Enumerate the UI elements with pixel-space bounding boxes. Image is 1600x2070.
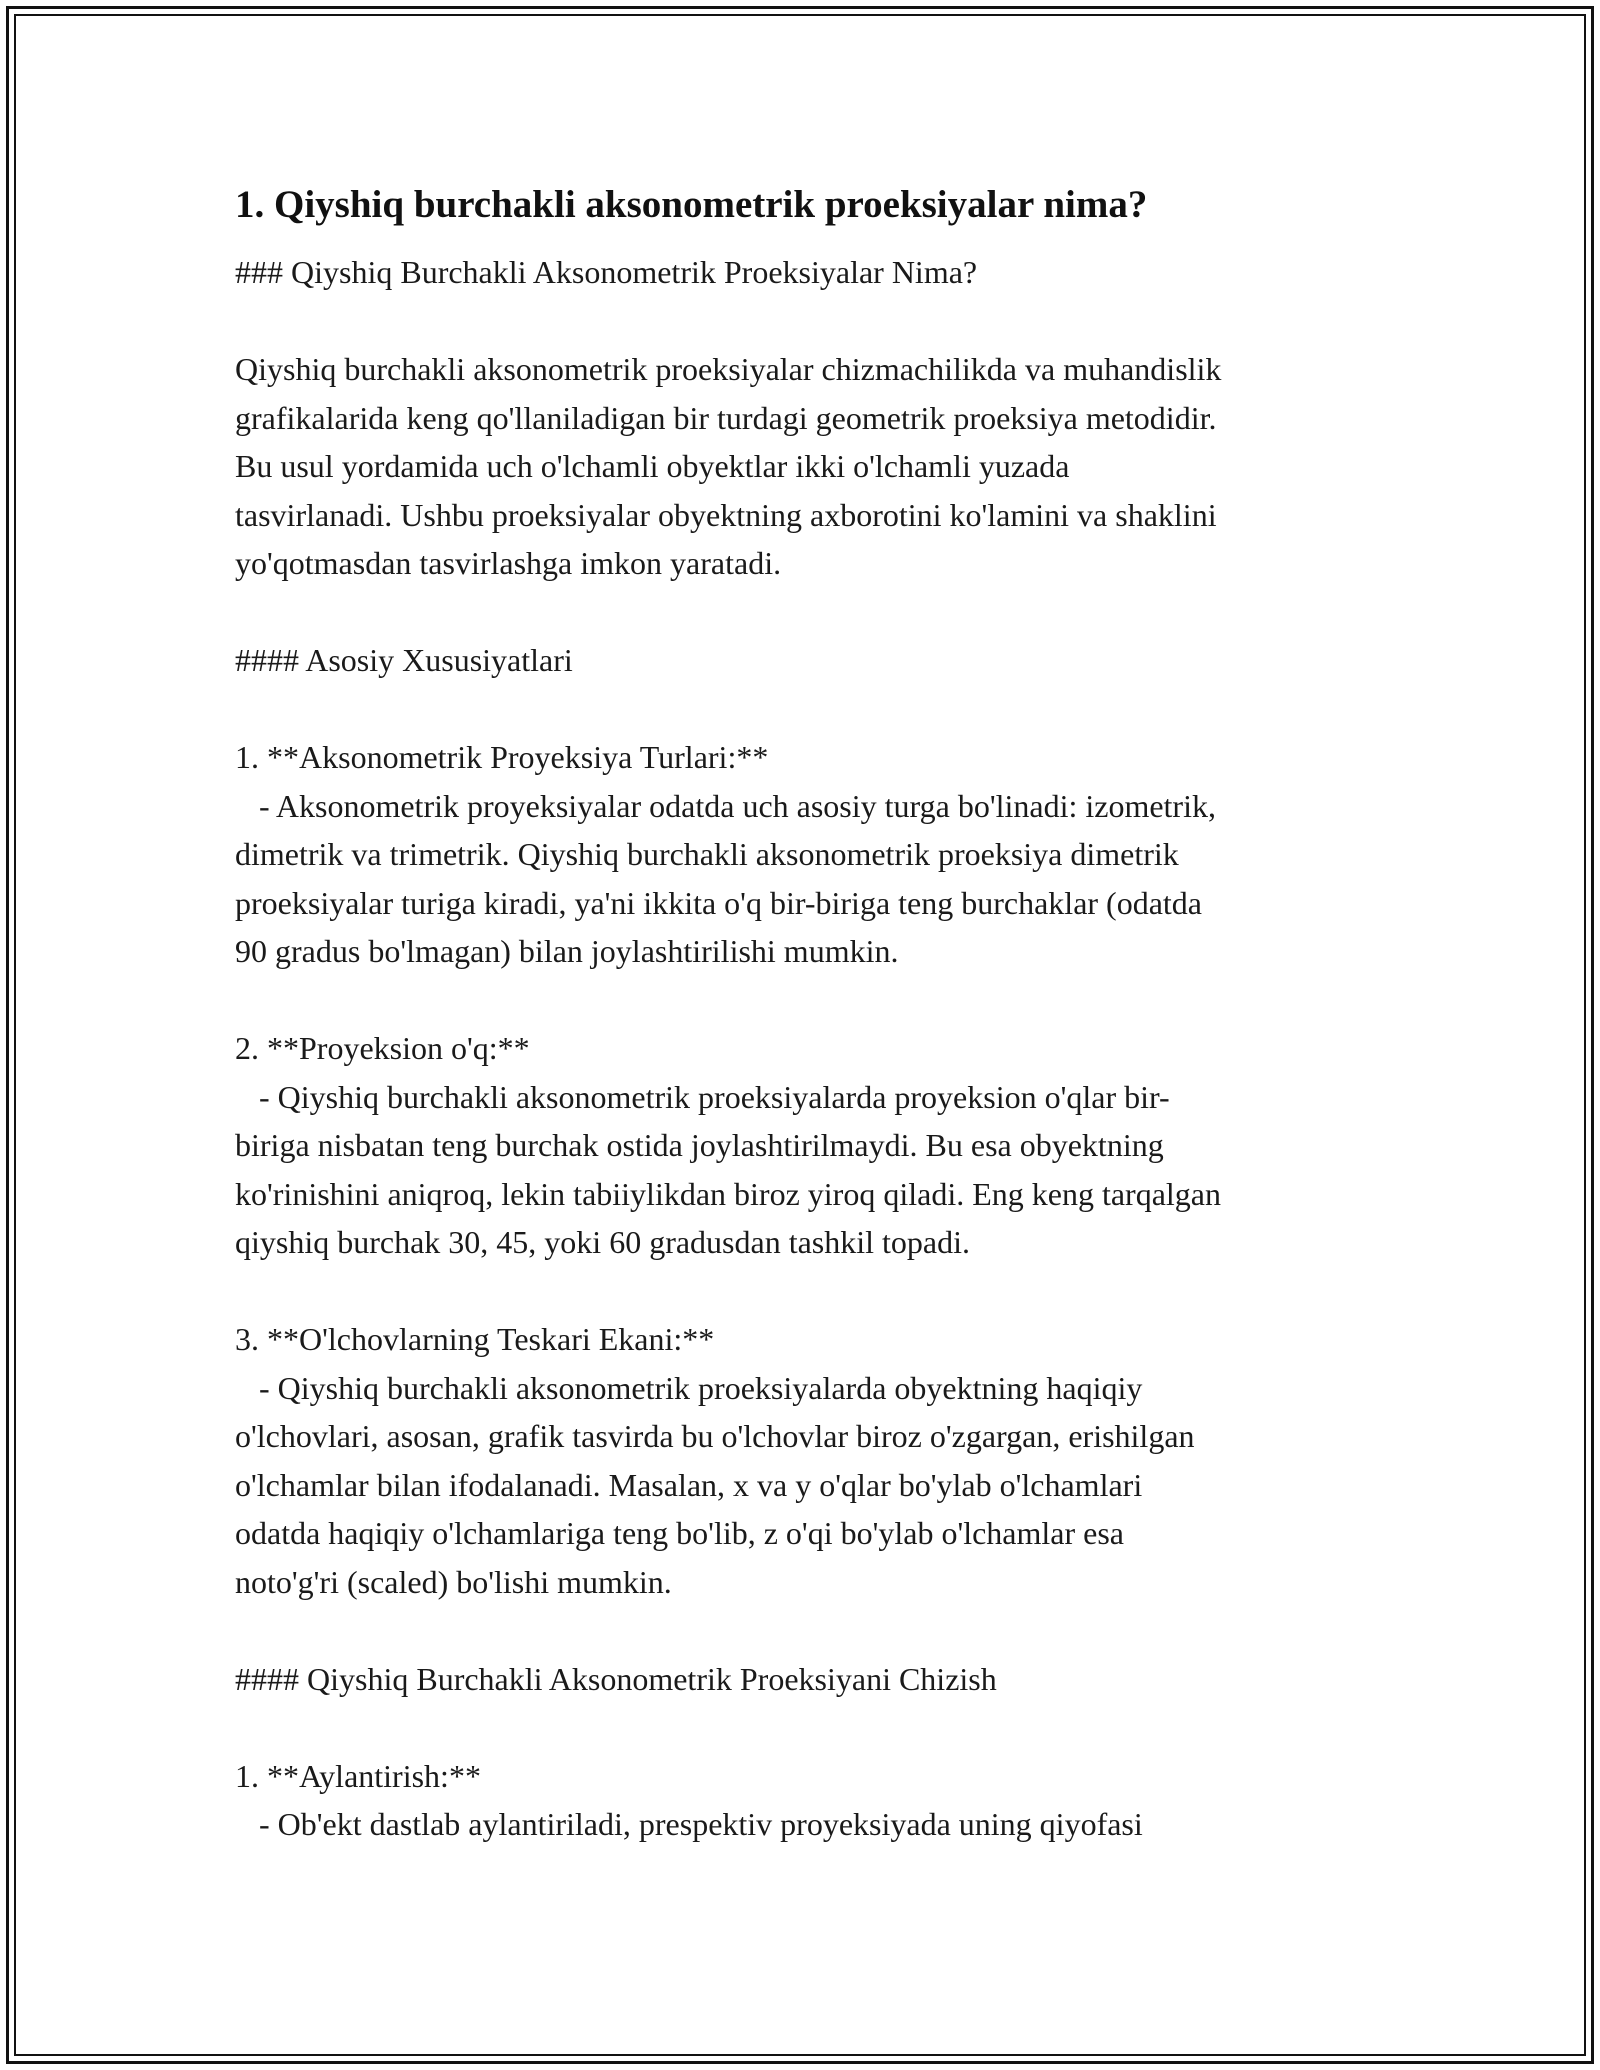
text-line: biriga nisbatan teng burchak ostida joylashtirilmaydi. Bu esa obyektning [235, 1127, 1164, 1163]
text-line [235, 1606, 1395, 1655]
text-line: proeksiyalar turiga kiradi, ya'ni ikkita o'q bir-biriga teng burchaklar (odatda [235, 884, 1202, 921]
text-line: #### Asosiy Xususiyatlari [235, 642, 573, 678]
text-line: noto'g'ri (scaled) bo'lishi mumkin. [235, 1563, 672, 1600]
text-line: yo'qotmasdan tasvirlashga imkon yaratadi. [235, 545, 782, 581]
text-line: 90 gradus bo'lmagan) bilan joylashtirilishi mumkin. [235, 933, 899, 969]
text-line: #### Qiyshiq Burchakli Aksonometrik Proeksiyani Chizish [235, 1660, 997, 1697]
document-body [235, 180, 1395, 1849]
text-line: 1. **Aylantirish:** [235, 1757, 481, 1794]
text-line: 3. **O'lchovlarning Teskari Ekani:** [235, 1321, 715, 1357]
text-line: 2. **Proyeksion o'q:** [235, 1030, 530, 1066]
text-line [235, 976, 1395, 1025]
text-line: ### Qiyshiq Burchakli Aksonometrik Proeksiyalar Nima? [235, 254, 978, 290]
text-line [235, 685, 1395, 734]
text-line: - Qiyshiq burchakli aksonometrik proeksiyalarda obyektning haqiqiy [235, 1369, 1143, 1406]
text-line: tasvirlanadi. Ushbu proeksiyalar obyektning axborotini ko'lamini va shaklini [235, 496, 1217, 533]
text-line: o'lchamlar bilan ifodalanadi. Masalan, x va y o'qlar bo'ylab o'lchamlari [235, 1466, 1143, 1503]
text-line: grafikalarida keng qo'llaniladigan bir turdagi geometrik proeksiya metodidir. [235, 399, 1217, 436]
text-line: 1. **Aksonometrik Proyeksiya Turlari:** [235, 739, 769, 775]
text-line: - Aksonometrik proyeksiyalar odatda uch asosiy turga bo'linadi: izometrik, [235, 787, 1216, 824]
text-line: dimetrik va trimetrik. Qiyshiq burchakli aksonometrik proeksiya dimetrik [235, 836, 1179, 872]
document-title: 1. Qiyshiq burchakli aksonometrik proeksiyalar nima? [235, 183, 1148, 226]
text-line [235, 297, 1395, 346]
text-line: o'lchovlari, asosan, grafik tasvirda bu o'lchovlar biroz o'zgargan, erishilgan [235, 1418, 1195, 1454]
text-line: Qiyshiq burchakli aksonometrik proeksiyalar chizmachilikda va muhandislik [235, 351, 1222, 387]
text-line: Bu usul yordamida uch o'lchamli obyektlar ikki o'lchamli yuzada [235, 448, 1070, 484]
text-line: - Ob'ekt dastlab aylantiriladi, prespektiv proyeksiyada uning qiyofasi [235, 1806, 1143, 1842]
text-line [235, 1267, 1395, 1316]
text-line: - Qiyshiq burchakli aksonometrik proeksiyalarda proyeksion o'qlar bir- [235, 1078, 1170, 1115]
text-line [235, 1703, 1395, 1752]
text-line: odatda haqiqiy o'lchamlariga teng bo'lib, z o'qi bo'ylab o'lchamlar esa [235, 1515, 1124, 1551]
text-line: ko'rinishini aniqroq, lekin tabiiylikdan biroz yiroq qiladi. Eng keng tarqalgan [235, 1175, 1221, 1212]
text-line [235, 588, 1395, 637]
document-text [235, 248, 1395, 1849]
text-line: qiyshiq burchak 30, 45, yoki 60 gradusdan tashkil topadi. [235, 1224, 971, 1260]
